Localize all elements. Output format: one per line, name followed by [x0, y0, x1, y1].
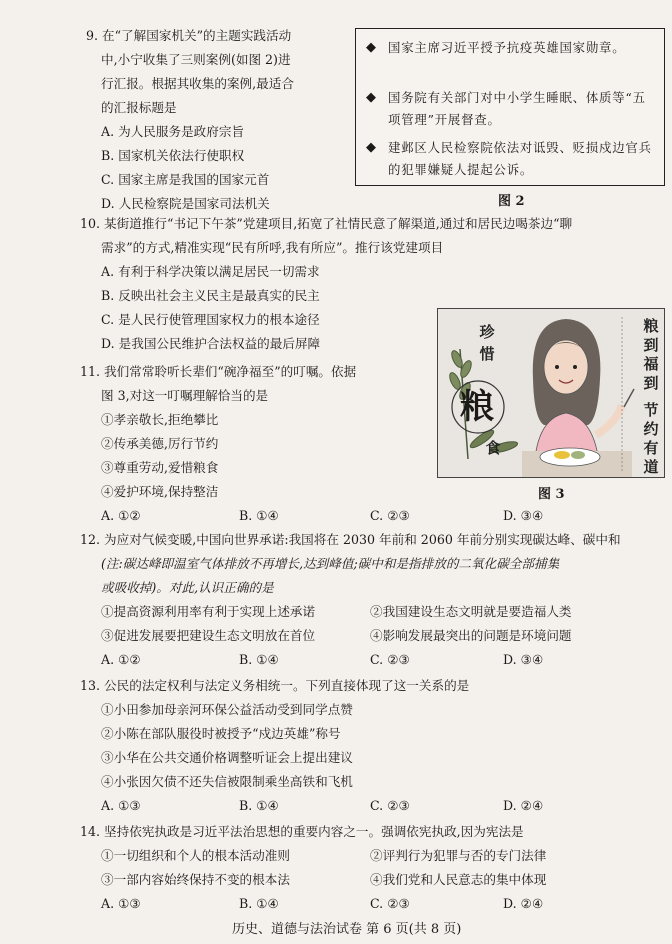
q13-item-3: ③小华在公共交通价格调整听证会上提出建议 [101, 750, 353, 765]
diamond-bullet-icon: ◆ [366, 90, 377, 105]
q9-stem-line-4: 的汇报标题是 [101, 100, 177, 115]
q14-answer-a: A. ①③ [101, 896, 141, 911]
q13-stem: 13. 公民的法定权利与法定义务相统一。下列直接体现了这一关系的是 [80, 678, 470, 693]
poster-big-char: 粮 [460, 387, 494, 427]
q10-option-b: B. 反映出社会主义民主是最真实的民主 [101, 288, 320, 303]
q11-stem-line-2: 图 3,对这一叮嘱理解恰当的是 [101, 388, 269, 403]
fig2-item-text: 国务院有关部门对中小学生睡眠、体质等“五项管理”开展督查。 [388, 90, 646, 127]
figure-3-poster [437, 308, 665, 478]
q13-answer-d: D. ②④ [503, 798, 544, 813]
poster-slogan-char: 道 [643, 458, 659, 476]
q13-answer-a: A. ①③ [101, 798, 141, 813]
q14-answer-d: D. ②④ [503, 896, 544, 911]
poster-slogan-char: 节 [643, 401, 659, 419]
fig2-item-text: 国家主席习近平授予抗疫英雄国家勋章。 [388, 40, 626, 55]
poster-slogan-char: 有 [643, 439, 659, 457]
q10-option-d: D. 是我国公民维护合法权益的最后屏障 [101, 336, 321, 351]
q13-answer-b: B. ①④ [239, 798, 279, 813]
q11-item-4: ④爱护环境,保持整洁 [101, 484, 219, 499]
figure-2-case-box [355, 28, 665, 186]
q9-option-c: C. 国家主席是我国的国家元首 [101, 172, 270, 187]
poster-slogan-char: 粮 [643, 317, 659, 335]
figure-3-caption: 图 3 [538, 487, 565, 502]
q12-answer-d: D. ③④ [503, 652, 544, 667]
q12-item-4: ④影响发展最突出的问题是环境问题 [370, 628, 572, 643]
q10-stem-line-2: 需求”的方式,精准实现“民有所呼,我有所应”。推行该党建项目 [101, 240, 444, 255]
q9-stem-line-2: 中,小宁收集了三则案例(如图 2)进 [101, 52, 291, 67]
q14-item-2: ②评判行为犯罪与否的专门法律 [370, 848, 547, 863]
diamond-bullet-icon: ◆ [366, 140, 377, 155]
q11-stem-line-1: 11. 我们常常聆听长辈们“碗净福至”的叮嘱。依据 [80, 364, 357, 379]
q12-answer-c: C. ②③ [370, 652, 410, 667]
q9-option-a: A. 为人民服务是政府宗旨 [101, 124, 245, 139]
poster-char: 食 [485, 439, 501, 457]
q9-option-d: D. 人民检察院是国家司法机关 [101, 196, 270, 211]
q12-item-1: ①提高资源利用率有利于实现上述承诺 [101, 604, 316, 619]
q14-item-4: ④我们党和人民意志的集中体现 [370, 872, 547, 887]
poster-slogan-char: 福 [643, 355, 659, 373]
q11-answer-c: C. ②③ [370, 508, 410, 523]
poster-slogan-char: 到 [643, 336, 659, 354]
q12-stem-line-1: 12. 为应对气候变暖,中国向世界承诺:我国将在 2030 年前和 2060 年前分别实现碳达峰、碳中和 [80, 532, 621, 547]
figure-2-caption: 图 2 [498, 194, 525, 209]
q11-answer-a: A. ①② [101, 508, 141, 523]
q13-item-2: ②小陈在部队服役时被授予“戍边英雄”称号 [101, 726, 341, 741]
q9-option-b: B. 国家机关依法行使职权 [101, 148, 245, 163]
poster-slogan-char: 到 [643, 374, 659, 392]
q9-stem-line-3: 行汇报。根据其收集的案例,最适合 [101, 76, 294, 91]
q14-item-1: ①一切组织和个人的根本活动准则 [101, 848, 290, 863]
q10-option-a: A. 有利于科学决策以满足居民一切需求 [101, 264, 320, 279]
q12-note-line-2: 或吸收掉)。对此,认识正确的是 [101, 580, 274, 595]
q12-item-3: ③促进发展要把建设生态文明放在首位 [101, 628, 316, 643]
diamond-bullet-icon: ◆ [366, 40, 377, 55]
q11-item-3: ③尊重劳动,爱惜粮食 [101, 460, 219, 475]
q10-stem-line-1: 10. 某街道推行“书记下午茶”党建项目,拓宽了社情民意了解渠道,通过和居民边喝茶边“聊 [80, 216, 573, 231]
q11-answer-d: D. ③④ [503, 508, 544, 523]
q10-option-c: C. 是人民行使管理国家权力的根本途径 [101, 312, 320, 327]
fig2-item-2 [366, 87, 656, 131]
q12-answer-b: B. ①④ [239, 652, 279, 667]
q11-item-2: ②传承美德,厉行节约 [101, 436, 219, 451]
q9-stem-line-1: 9. 在“了解国家机关”的主题实践活动 [86, 28, 292, 43]
q12-item-2: ②我国建设生态文明就是要造福人类 [370, 604, 572, 619]
q11-item-1: ①孝亲敬长,拒绝攀比 [101, 412, 219, 427]
q12-answer-a: A. ①② [101, 652, 141, 667]
poster-char: 珍 [479, 323, 495, 341]
fig2-item-3 [366, 137, 656, 181]
q14-answer-c: C. ②③ [370, 896, 410, 911]
page-footer: 历史、道德与法治试卷 第 6 页(共 8 页) [232, 922, 462, 937]
fig2-item-1 [366, 37, 656, 81]
q14-stem: 14. 坚持依宪执政是习近平法治思想的重要内容之一。强调依宪执政,因为宪法是 [80, 824, 524, 839]
q12-note-line-1: (注:碳达峰即温室气体排放不再增长,达到峰值;碳中和是指排放的二氧化碳全部捕集 [101, 556, 560, 571]
poster-char: 惜 [479, 345, 495, 363]
q13-item-4: ④小张因欠债不还失信被限制乘坐高铁和飞机 [101, 774, 353, 789]
q11-answer-b: B. ①④ [239, 508, 279, 523]
q13-answer-c: C. ②③ [370, 798, 410, 813]
q14-answer-b: B. ①④ [239, 896, 279, 911]
q13-item-1: ①小田参加母亲河环保公益活动受到同学点赞 [101, 702, 353, 717]
q14-item-3: ③一部内容始终保持不变的根本法 [101, 872, 290, 887]
fig2-item-text: 建邺区人民检察院依法对诋毁、贬损戍边官兵的犯罪嫌疑人提起公诉。 [388, 140, 652, 177]
poster-slogan-char: 约 [643, 420, 659, 438]
